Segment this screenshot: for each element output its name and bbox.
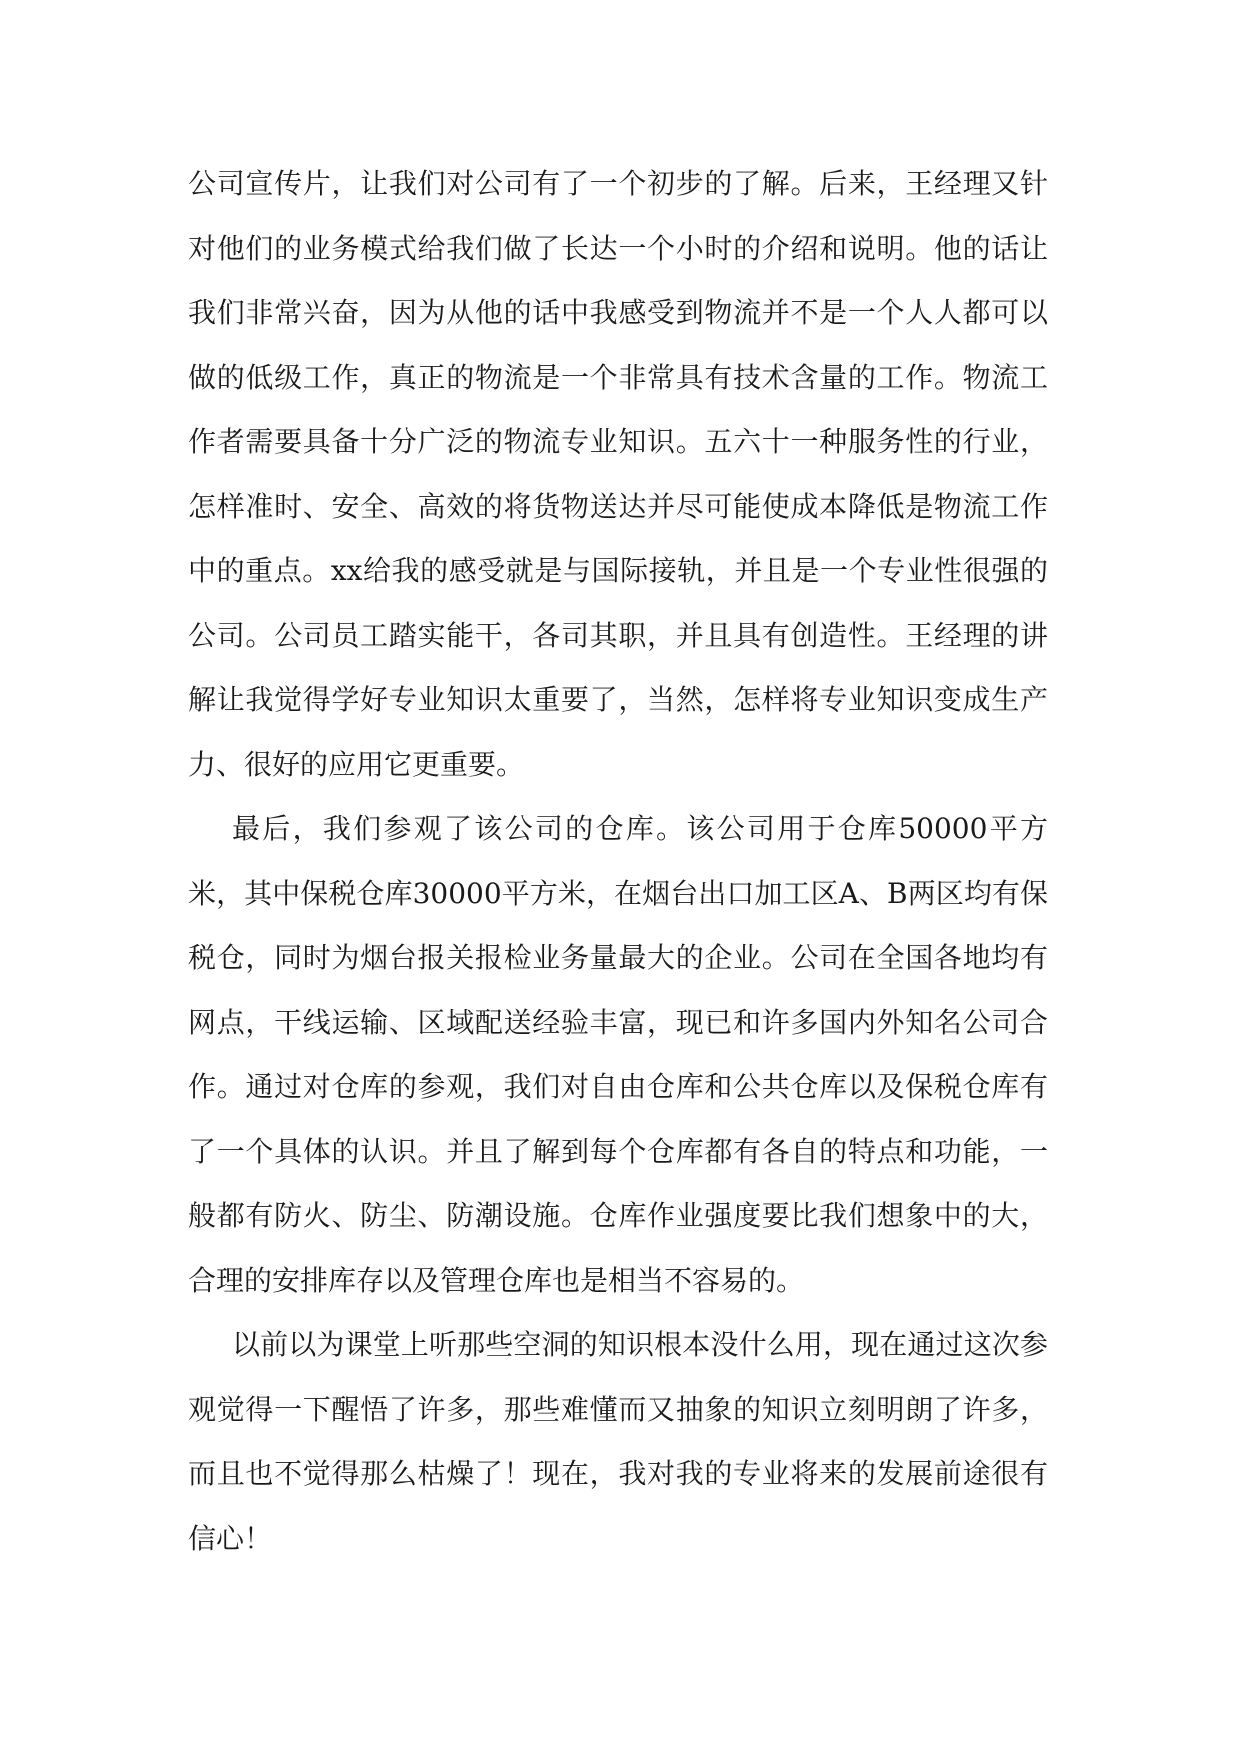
document-body — [188, 152, 1048, 1571]
paragraph-warehouse-visit: 最后，我们参观了该公司的仓库。该公司用于仓库50000平方米，其中保税仓库30000平方米，在烟台出口加工区A、B两区均有保税仓，同时为烟台报关报检业务量最大的企业。公司在全国各地均有网点，干线运输、区域配送经验丰富，现已和许多国内外知名公司合作。通过对仓库的参观，我们对自由仓库和公共仓库以及保税仓库有了一个具体的认识。并且了解到每个仓库都有各自的特点和功能，一般都有防火、防尘、防潮设施。仓库作业强度要比我们想象中的大，合理的安排库存以及管理仓库也是相当不容易的。 — [188, 812, 1048, 1297]
paragraph-company-intro: 公司宣传片，让我们对公司有了一个初步的了解。后来，王经理又针对他们的业务模式给我们做了长达一个小时的介绍和说明。他的话让我们非常兴奋，因为从他的话中我感受到物流并不是一个人人都可以做的低级工作，真正的物流是一个非常具有技术含量的工作。物流工作者需要具备十分广泛的物流专业知识。五六十一种服务性的行业，怎样准时、安全、高效的将货物送达并尽可能使成本降低是物流工作中的重点。xx给我的感受就是与国际接轨，并且是一个专业性很强的公司。公司员工踏实能干，各司其职，并且具有创造性。王经理的讲解让我觉得学好专业知识太重要了，当然，怎样将专业知识变成生产力、很好的应用它更重要。 — [188, 167, 1048, 781]
paragraph-reflection: 以前以为课堂上听那些空洞的知识根本没什么用，现在通过这次参观觉得一下醒悟了许多，那些难懂而又抽象的知识立刻明朗了许多，而且也不觉得那么枯燥了！现在，我对我的专业将来的发展前途很有信心！ — [188, 1328, 1048, 1555]
